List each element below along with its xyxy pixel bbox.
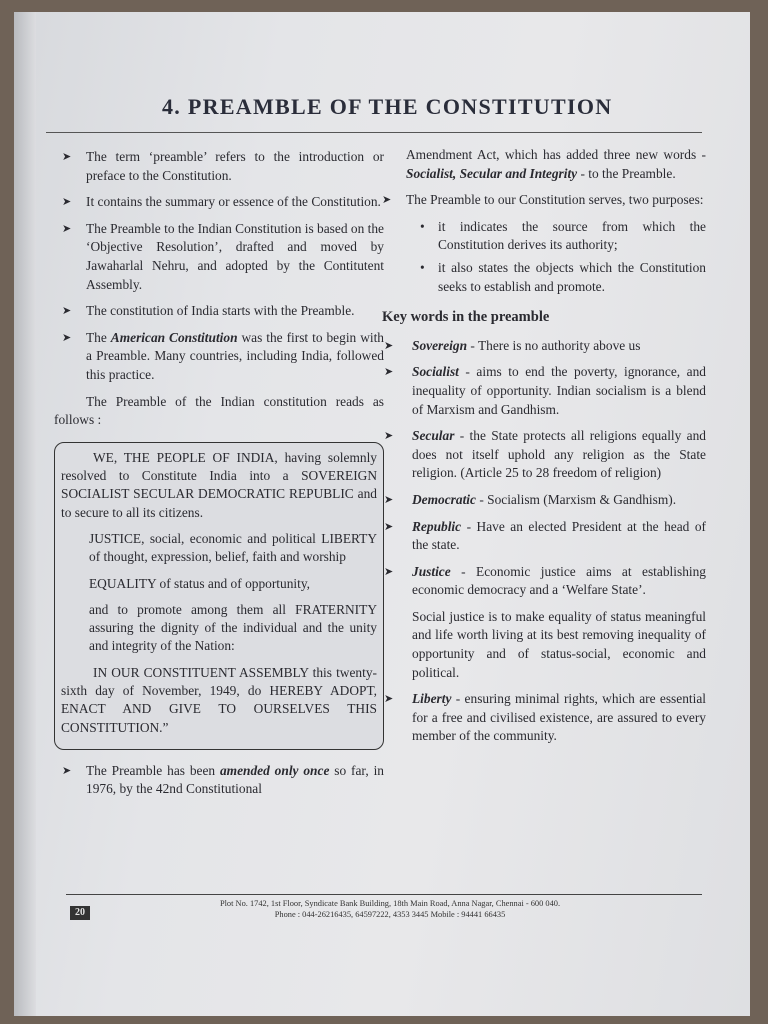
arrow-bullet-icon: ➤ xyxy=(384,693,394,706)
arrow-bullet-icon: ➤ xyxy=(62,222,72,235)
sub-bullet-item: • it also states the objects which the Constitution seeks to establish and promote. xyxy=(420,259,706,294)
bullet-item: ➤ The American Constitution was the first to begin with a Preamble. Many countries, including India, followed this practice. xyxy=(62,329,384,382)
left-column xyxy=(54,148,384,807)
page-number: 20 xyxy=(70,906,90,920)
title-rule xyxy=(46,132,702,133)
arrow-bullet-icon: ➤ xyxy=(384,430,394,443)
arrow-bullet-icon: ➤ xyxy=(384,493,394,506)
arrow-bullet-icon: ➤ xyxy=(62,151,72,163)
footer-phone-line: Phone : 044-26216435, 64597222, 4353 3445 Mobile : 94441 66435 xyxy=(274,910,506,919)
sub-bullet-item: • it indicates the source from which the Constitution derives its authority; xyxy=(420,218,706,253)
dot-bullet-icon: • xyxy=(420,218,425,234)
preamble-p5: IN OUR CONSTITUENT ASSEMBLY this twenty-sixth day of November, 1949, do HEREBY ADOPT, ENACT AND GIVE TO OURSELVES THIS CONSTITUTION.” xyxy=(61,664,377,735)
emphasis: amended only once xyxy=(219,762,330,778)
arrow-bullet-icon: ➤ xyxy=(384,565,394,578)
keyword-item: ➤ Socialist - aims to end the poverty, ignorance, and inequality of opportunity. Indian socialism is a blend of Marxism and Gandhism. xyxy=(384,364,706,417)
bullet-item: ➤ The Preamble has been amended only once so far, in 1976, by the 42nd Constitutional xyxy=(62,762,384,797)
keyword-item: ➤ Sovereign - There is no authority above us xyxy=(382,337,706,356)
right-column xyxy=(382,146,706,754)
page-title: 4. PREAMBLE OF THE CONSTITUTION xyxy=(162,94,613,119)
bullet-item: ➤ The constitution of India starts with the Preamble. xyxy=(54,302,384,321)
preamble-p2: JUSTICE, social, economic and political LIBERTY of thought, expression, belief, faith and worship xyxy=(89,530,377,565)
keyword-item: ➤ Secular - the State protects all religions equally and does not itself uphold any religion as the State religion. (Article 25 to 28 freedom of religion) xyxy=(384,428,706,481)
amendment-continuation: Amendment Act, which has added three new words - Socialist, Secular and Integrity - to the Preamble. xyxy=(406,147,706,181)
preamble-box xyxy=(54,442,384,750)
bullet-item: ➤ The term ‘preamble’ refers to the introduction or preface to the Constitution. xyxy=(62,149,384,183)
section-heading: Key words in the preamble xyxy=(382,309,550,326)
preamble-p1: WE, THE PEOPLE OF INDIA, having solemnly resolved to Constitute India into a SOVEREIGN SOCIALIST SECULAR DEMOCRATIC REPUBLIC and to secure to all its citizens. xyxy=(61,449,377,520)
preamble-p3: EQUALITY of status and of opportunity, xyxy=(89,575,311,591)
footer-address xyxy=(110,898,670,920)
footer-rule xyxy=(66,894,702,895)
emphasis: American Constitution xyxy=(110,329,238,345)
keyword-item: ➤ Republic - Have an elected President at the head of the state. xyxy=(384,518,706,553)
arrow-bullet-icon: ➤ xyxy=(384,366,394,379)
arrow-bullet-icon: ➤ xyxy=(384,520,394,533)
dot-bullet-icon: • xyxy=(420,259,425,275)
social-justice-para: Social justice is to make equality of status meaningful and life worth living at its best removing inequality of opportunity and of status-social, economic and political. xyxy=(412,608,706,680)
arrow-bullet-icon: ➤ xyxy=(382,194,392,207)
keyword-item: ➤ Justice - Economic justice aims at establishing economic democracy and a ‘Welfare State’. xyxy=(384,563,706,598)
preamble-p4: and to promote among them all FRATERNITY assuring the dignity of the individual and the unity and integrity of the Nation: xyxy=(89,601,377,654)
arrow-bullet-icon: ➤ xyxy=(384,339,394,352)
arrow-bullet-icon: ➤ xyxy=(62,331,72,344)
arrow-bullet-icon: ➤ xyxy=(62,196,72,209)
bullet-item: ➤ It contains the summary or essence of the Constitution. xyxy=(54,193,384,212)
bullet-item: ➤ The Preamble to the Indian Constitution is based on the ‘Objective Resolution’, drafted and moved by Jawaharlal Nehru, and adopted by the Contitutent Assembly. xyxy=(62,220,384,292)
keyword-item: ➤ Liberty - ensuring minimal rights, which are essential for a free and civilised existence, are assured to every member of the community. xyxy=(384,691,706,744)
bullet-item: ➤ The Preamble to our Constitution serves, two purposes: xyxy=(382,191,706,210)
keyword-item: ➤ Democratic - Socialism (Marxism & Gandhism). xyxy=(382,491,706,510)
book-page xyxy=(14,12,750,1016)
reads-as-follows: The Preamble of the Indian constitution reads as follows : xyxy=(54,393,384,428)
arrow-bullet-icon: ➤ xyxy=(62,305,72,318)
arrow-bullet-icon: ➤ xyxy=(62,764,72,777)
footer-address-line: Plot No. 1742, 1st Floor, Syndicate Bank Building, 18th Main Road, Anna Nagar, Chennai - 600 040. xyxy=(219,899,561,908)
emphasis: Socialist, Secular and Integrity xyxy=(406,165,578,181)
